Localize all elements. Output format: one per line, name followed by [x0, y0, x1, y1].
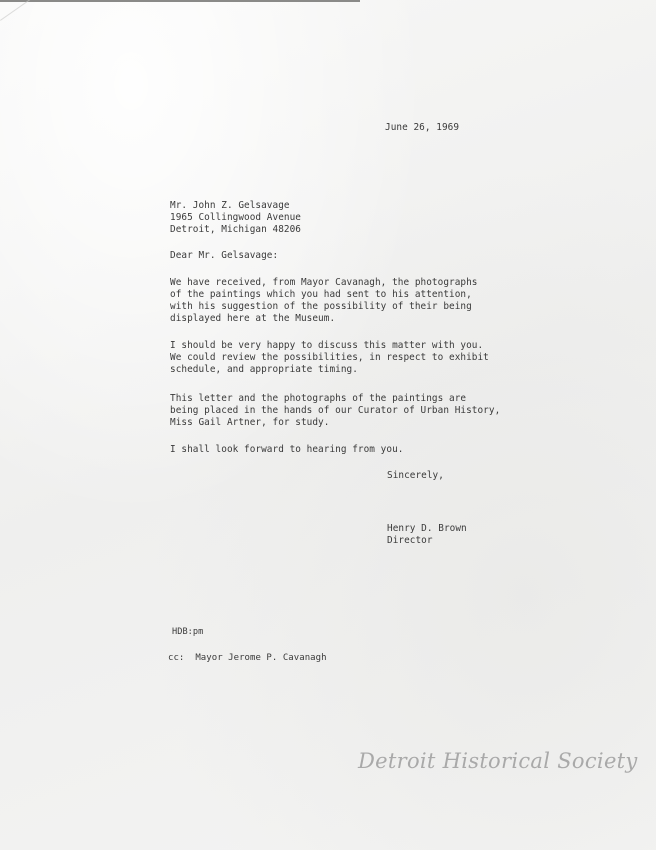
paragraph-line: Miss Gail Artner, for study. — [170, 417, 330, 428]
signer-name: Henry D. Brown — [387, 523, 467, 534]
typist-initials: HDB:pm — [172, 627, 204, 637]
paragraph-line: with his suggestion of the possibility of their being — [170, 301, 472, 312]
watermark-text: Detroit Historical Society — [358, 749, 638, 773]
cc-line: cc: Mayor Jerome P. Cavanagh — [168, 653, 327, 663]
paper-crease — [0, 0, 84, 70]
recipient-street: 1965 Collingwood Avenue — [170, 212, 301, 223]
paragraph-line: displayed here at the Museum. — [170, 313, 336, 324]
recipient-name: Mr. John Z. Gelsavage — [170, 200, 290, 211]
paragraph-line: of the paintings which you had sent to his attention, — [170, 289, 472, 300]
paragraph-line: We have received, from Mayor Cavanagh, the photographs — [170, 277, 478, 288]
closing: Sincerely, — [387, 470, 444, 481]
paragraph-line: We could review the possibilities, in respect to exhibit — [170, 352, 489, 363]
paragraph-line: being placed in the hands of our Curator of Urban History, — [170, 405, 501, 416]
paragraph-line: This letter and the photographs of the paintings are — [170, 393, 467, 404]
paragraph-line: I should be very happy to discuss this matter with you. — [170, 340, 484, 351]
letter-date: June 26, 1969 — [385, 122, 460, 133]
paragraph-line: schedule, and appropriate timing. — [170, 364, 358, 375]
paragraph-line: I shall look forward to hearing from you. — [170, 444, 404, 455]
signer-title: Director — [387, 535, 433, 546]
salutation: Dear Mr. Gelsavage: — [170, 250, 279, 261]
recipient-city: Detroit, Michigan 48206 — [170, 224, 301, 235]
